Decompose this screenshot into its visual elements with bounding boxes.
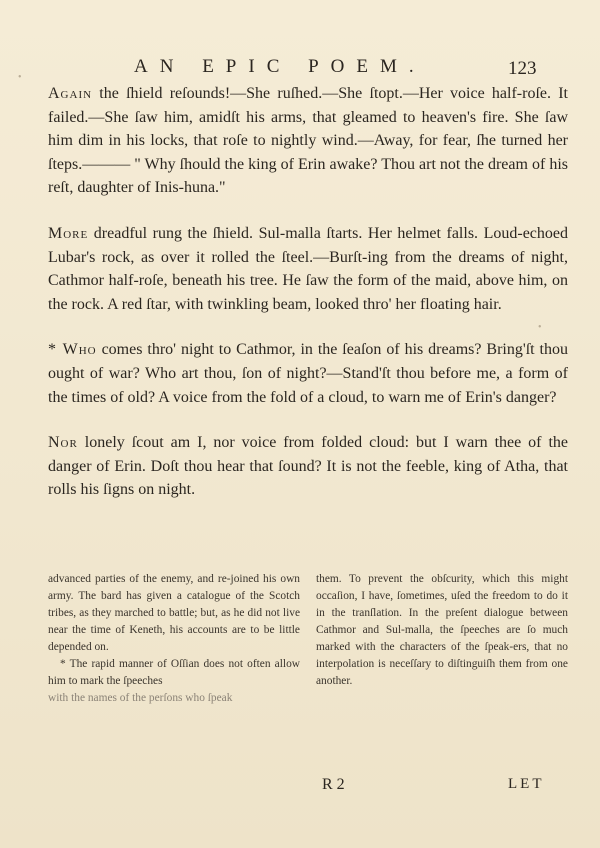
footnote-text: * The rapid manner of Oſſian does not often allow him to mark the ſpeeches (48, 658, 300, 687)
paragraph-lead: More (48, 224, 89, 242)
paragraph-lead: Again (48, 85, 93, 102)
signature-mark: R 2 (322, 776, 345, 793)
paragraph-lead: Nor (48, 434, 78, 452)
main-text (48, 82, 568, 502)
paragraph-body: dreadful rung the ſhield. Sul-malla ſtarts. Her helmet falls. Loud-echoed Lubar's rock, as over it rolled the ſteel.—Burſt-ing from the dreams of night, Cathmor half-roſe, beneath his tree. He ſaw the form of the maid, above him, on the rock. A red ſtar, with twinkling beam, looked thro' her floating hair. (48, 224, 568, 313)
paragraph-body: the ſhield reſounds!—She ruſhed.—She ſtopt.—Her voice half-roſe. It failed.—She ſaw him, amidſt his arms, that gleamed to heaven's fire. She ſaw him dim in his locks, that roſe to nightly wind.—Away, for fear, ſhe turned her ſteps.——— " Why ſhould the king of Erin awake? Thou art not the dream of his reſt, daughter of Inis-huna." (48, 85, 568, 197)
paragraph-1 (48, 82, 568, 200)
paragraph-lead: * Who (48, 341, 97, 359)
footnote-column-right (316, 571, 568, 707)
paragraph-3 (48, 338, 568, 409)
catchword: LET (508, 776, 545, 792)
paragraph-body: comes thro' night to Cathmor, in the ſeaſon of his dreams? Bring'ſt thou ought of war? Who art thou, ſon of night?—Stand'ſt thou before me, a form of the times of old? A voice from the fold of a cloud, to warn me of Erin's danger? (48, 341, 568, 406)
margin-mark: • (18, 72, 22, 83)
running-title: AN EPIC POEM. (134, 56, 426, 77)
footnote-text: advanced parties of the enemy, and re-joined his own army. The bard has given a catalogue of the Scotch tribes, as they marched to battle; but, as he did not live near the time of Keneth, his accounts are to be little depended on. (48, 573, 300, 653)
footnote-text: them. To prevent the obſcurity, which this might occaſion, I have, ſometimes, uſed the freedom to do it in the tranſlation. In the preſent dialogue between Cathmor and Sul-malla, the ſpeeches are ſo much marked with the characters of the ſpeak-ers, that no interpolation is neceſſary to diſtinguiſh them from one another. (316, 573, 568, 687)
footnote-column-left (48, 571, 300, 707)
footnote-text: with the names of the perſons who ſpeak (48, 692, 233, 704)
page-number: 123 (508, 58, 537, 79)
footnotes (48, 571, 568, 707)
paragraph-body: lonely ſcout am I, nor voice from folded cloud: but I warn thee of the danger of Erin. Doſt thou hear that ſound? It is not the feeble, king of Atha, that rolls his ſigns on night. (48, 434, 568, 499)
margin-mark: • (538, 322, 542, 333)
paragraph-2 (48, 222, 568, 316)
paragraph-4 (48, 431, 568, 502)
